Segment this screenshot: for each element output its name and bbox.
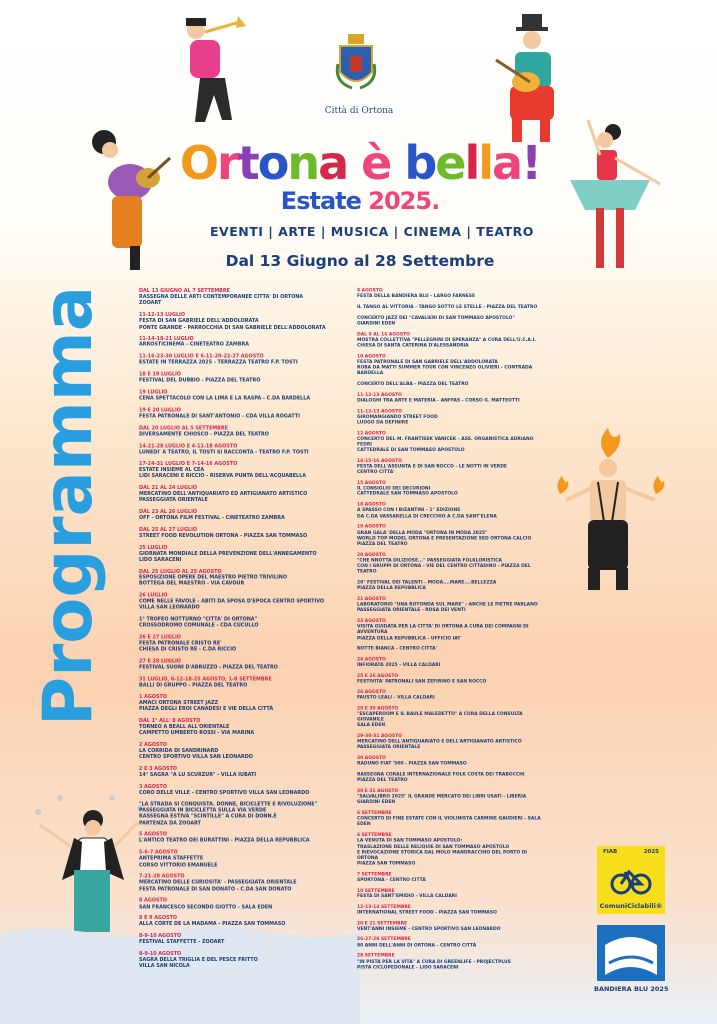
title-letter: è	[361, 136, 391, 190]
event-date: DAL 9 AL 16 AGOSTO	[357, 331, 410, 337]
event-description: IL CONSIGLIO DEI DECURIONI CATTEDRALE SAN TOMMASO APOSTOLO	[357, 485, 458, 498]
programme-event	[139, 407, 348, 419]
event-date: 19 LUGLIO	[139, 389, 168, 396]
event-date: 30 E 31 AGOSTO	[357, 788, 399, 794]
programme-event	[357, 772, 549, 783]
subtitle-year: 2025.	[368, 187, 440, 215]
event-description: LA VENUTA DI SAN TOMMASO APOSTOLO: TRASLAZIONE DELLE RELIQUIE DI SAN TOMMASO APOSTOLO E RIEVOCAZIONE STORICA DAL MOLO MANDRACCHIO DEL PORTO DI ORTONA PIAZZA SAN TOMMASO	[357, 838, 528, 867]
event-description: STREET FOOD REVOLUTION ORTONA - PIAZZA SAN TOMMASO	[139, 532, 308, 539]
event-description: OFF - ORTONA FILM FESTIVAL - CINETEATRO ZAMBRA	[139, 514, 285, 521]
bandiera-blu-logo	[597, 925, 665, 981]
fiab-year: 2025	[643, 849, 659, 855]
event-description: COME NELLE FAVOLE - ABITI DA SPOSA D'EPOCA CENTRO SPORTIVO VILLA SAN LEONARDO	[139, 598, 325, 611]
event-date: 11-16-23-30 LUGLIO E 6-11-20-22-27 AGOSTO	[139, 353, 264, 360]
event-description: SAGRA DELLA TRIGLIA E DEL PESCE FRITTO VILLA SAN NICOLA	[139, 957, 258, 970]
event-description: "ESCAPEROOM E IL BAULE MALEDETTO" A CURA DELLA CONSULTA GIOVANILE SALA EDEN	[357, 711, 523, 729]
title-letter: o	[257, 136, 288, 190]
programme-event	[357, 288, 549, 299]
event-description: ESPOSIZIONE OPERE DEL MAESTRO PIETRO TRIVILINO BOTTEGA DEL MAESTRO - VIA CAVOUR	[139, 574, 287, 587]
title-letter	[347, 138, 361, 188]
bandiera-blu-name: BANDIERA BLU 2025	[594, 985, 669, 993]
title-letter: b	[404, 136, 436, 190]
event-description: 1° TROFEO NOTTURNO "CITTA' DI ORTONA" CROSSODROMO COMUNALE - CDA CUCULLO	[139, 616, 259, 629]
flag-icon	[597, 925, 665, 981]
event-date: DAL 25 AL 27 LUGLIO	[139, 526, 198, 533]
event-date: 25 E 26 AGOSTO	[357, 672, 399, 679]
event-date: 8-9-10 AGOSTO	[139, 951, 182, 958]
event-date: 15 AGOSTO	[357, 480, 386, 486]
event-description: VISITA GUIDATA PER LA CITTA' DI ORTONA A CURA DEI COMPAGNI DI AVVENTURA PIAZZA DELLA REPUBBLICA - UFFICIO IAT	[357, 623, 529, 641]
event-date: 26-27-28 SETTEMBRE	[357, 937, 411, 943]
programme-event	[139, 425, 348, 437]
event-date: 18 AGOSTO	[357, 502, 386, 508]
event-date: 6 SETTEMBRE	[357, 832, 392, 838]
programme-event	[139, 874, 348, 893]
event-date: 23 AGOSTO	[357, 618, 386, 624]
programma-vertical-label	[29, 278, 108, 728]
event-description: "LA STRADA SI CONQUISTA. DONNE, BICICLETTE E RIVOLUZIONE" PASSEGGIATA IN BICICLETTA SULLA VIA VERDE RASSEGNA ESTIVA "SCINTILLE" A CURA DI DONN.È PARTENZA DA ZOOART	[139, 801, 318, 827]
city-name: Città di Ortona	[324, 106, 394, 116]
programme-event	[357, 502, 549, 519]
event-date: 28 SETTEMBRE	[357, 953, 395, 959]
programme-event	[357, 733, 549, 750]
title-letter: r	[217, 136, 238, 190]
event-date: 8-9-10 AGOSTO	[139, 933, 182, 940]
programme-event	[357, 580, 549, 591]
event-date: 17-24-31 LUGLIO E 7-14-16 AGOSTO	[139, 460, 238, 467]
event-description: CONCERTO DELL'ALBA - PIAZZA DEL TEATRO	[357, 381, 469, 387]
event-date: 1 AGOSTO	[139, 693, 167, 700]
programme-event	[139, 898, 348, 910]
programme-event	[357, 810, 549, 827]
juggler-illustration	[35, 795, 143, 932]
programme-event	[357, 430, 549, 453]
event-date: 21 AGOSTO	[357, 596, 386, 602]
event-description: AMACI ORTONA STREET JAZZ PIAZZA DEGLI EROI CANADESI E VIE DELLA CITTÀ	[139, 700, 274, 713]
event-description: LUNEDI' A TEATRO, IL TOSTI SI RACCONTA - TEATRO F.P. TOSTI	[139, 449, 309, 456]
event-description: CONCERTO DEL M. FRANTISEK VANICEK - ASS. ORGANISTICA ADRIANO FEDRI CATTEDRALE DI SAN TOMMASO APOSTOLO	[357, 436, 534, 453]
title-letter: e	[435, 136, 465, 190]
programme-event	[139, 312, 348, 331]
programme-event	[357, 921, 549, 932]
event-description: LABORATORIO "UNA ROTONDA SUL MARE" : ANCHE LE PIETRE PARLANO PASSEGGIATA ORIENTALE - ROSA DEI VENTI	[357, 601, 538, 613]
programme-event	[357, 381, 549, 387]
event-date: 11-14-18-21 LUGLIO	[139, 336, 194, 342]
event-description: 14° SAGRA "A LU SCURZUR" - VILLA IUBATI	[139, 772, 257, 779]
programme-event	[357, 304, 549, 310]
subtitle-prefix: Estate	[280, 187, 361, 215]
event-date: 25 LUGLIO	[139, 544, 168, 551]
event-description: IL TANGO AL VITTORIA - TANGO SOTTO LE STELLE - PIAZZA DEL TEATRO	[357, 304, 538, 310]
event-date: DAL 21 AL 24 LUGLIO	[139, 484, 198, 491]
programme-event	[357, 646, 549, 652]
programme-event	[139, 288, 348, 307]
event-description: TORNEO A BEALL ALL'ORIENTALE CAMPETTO UMBERTO ROSSI - VIA MARINA	[139, 724, 255, 737]
programme-event	[357, 354, 549, 377]
programme-event	[139, 461, 348, 480]
event-date: 5 AGOSTO	[139, 831, 167, 838]
event-date: DAL 23 AL 26 LUGLIO	[139, 508, 198, 515]
event-date: 3 AGOSTO	[139, 783, 167, 790]
programme-event	[139, 443, 348, 455]
programme-event	[139, 850, 348, 869]
programme-event	[139, 634, 348, 653]
programme-event	[139, 389, 348, 401]
programme-event	[357, 480, 549, 497]
event-description: INTERNATIONAL STREET FOOD - PIAZZA SAN TOMMASO	[357, 909, 497, 916]
event-date: 26 AGOSTO	[357, 689, 386, 695]
programme-event	[139, 676, 348, 688]
event-description: ESTATE IN TERRAZZA 2025 - TERRAZZA TEATRO F.P. TOSTI	[139, 360, 298, 366]
event-description: DIVERSAMENTE CHIOSCO - PIAZZA DEL TEATRO	[139, 431, 269, 438]
event-date: 26 E 27 LUGLIO	[139, 634, 181, 641]
event-date: 11-12-13 LUGLIO	[139, 312, 186, 318]
programme-event	[357, 832, 549, 866]
event-description: MOSTRA COLLETTIVA "PELLEGRINI DI SPERANZA" A CURA DELL'U.C.A.I. CHIESA DI SANTA CATERINA D'ALESSANDRIA	[357, 337, 536, 349]
event-date: 19 AGOSTO	[357, 524, 386, 530]
event-date: 11-12-13 AGOSTO	[357, 408, 402, 414]
event-description: FESTA DI SANT'EMIDIO - VILLA CALDARI	[357, 893, 457, 900]
event-description: CORO DELLE VILLE - CENTRO SPORTIVO VILLA SAN LEONARDO	[139, 789, 310, 796]
event-description: FESTA DELLA BANDIERA BLU - LARGO FARNESE	[357, 293, 476, 300]
event-description: VENT'ANNI INSIEME - CENTRO SPORTIVO SAN LEONARDO	[357, 926, 501, 932]
event-date: 20 AGOSTO	[357, 552, 386, 558]
event-description: GRAN GALA' DELLA MODA "ORTONA IN MODA 2025" WORLD TOP MODEL ORTONA E PRESENTAZIONE SSD ORTONA CALCIO PIAZZA DEL TEATRO	[357, 529, 532, 547]
fiab-name: ComuniCiclabili®	[599, 902, 663, 910]
event-description: ESTATE INSIEME AL CEA LIDI SARACENI E RICCIO - RISERVA PUNTA DELL'ACQUABELLA	[139, 466, 307, 480]
programme-event	[357, 673, 549, 684]
event-description: FESTIVITA' PATRONALI SAN ZEFIRINO E SAN ROCCO	[357, 678, 487, 685]
event-date: 8 AGOSTO	[139, 897, 167, 904]
guitarist-illustration	[496, 14, 554, 142]
event-date: 26 LUGLIO	[139, 592, 168, 599]
programme-event	[357, 458, 549, 475]
dancer-illustration	[570, 120, 660, 268]
event-description: FESTA PATRONALE DI SAN GABRIELE DELL'ADDOLORATA ROBA DA MATTI SUMMER TOUR CON VINCENZO OLIVIERI - CONTRADA BARDELLA	[357, 359, 533, 377]
ukulele-player-illustration	[92, 130, 170, 270]
programme-event	[139, 372, 348, 384]
event-date: 2 E 3 AGOSTO	[139, 765, 178, 772]
event-date: 29 E 30 AGOSTO	[357, 705, 399, 712]
event-description: CENA SPETTACOLO CON LA LIMA E LA RASPA - C.DA BARDELLA	[139, 395, 311, 402]
event-description: 20° FESTIVAL DEI TALENTI - MODA....MARE....BELLEZZA PIAZZA DELLA REPUBBLICA	[357, 579, 497, 591]
event-date: 8 E 9 AGOSTO	[139, 915, 178, 922]
title-letter: l	[464, 136, 479, 190]
event-description: FESTIVAL DEL DUBBIO - PIAZZA DEL TEATRO	[139, 377, 261, 384]
programme-event	[139, 933, 348, 945]
event-date: DAL 1° ALL' 8 AGOSTO	[139, 717, 201, 724]
event-date: 18 E 19 LUGLIO	[139, 371, 181, 378]
event-date: 14-15-16 AGOSTO	[357, 458, 402, 464]
fire-breather-illustration	[557, 428, 664, 590]
programme-event	[139, 915, 348, 927]
event-date: 7 SETTEMBRE	[357, 871, 392, 877]
programme-event	[357, 953, 549, 970]
programme-event	[357, 756, 549, 767]
programme-event	[139, 592, 348, 611]
event-description: RADUNO FIAT '500 - PIAZZA SAN TOMMASO	[357, 761, 467, 767]
event-date: 9 AGOSTO	[357, 288, 383, 294]
event-date: 20 E 21 SETTEMBRE	[357, 920, 408, 927]
svg-text:Programma: Programma	[29, 280, 108, 726]
programme-event	[139, 832, 348, 844]
programme-event	[139, 784, 348, 796]
event-date: 7-21-28 AGOSTO	[139, 873, 185, 880]
event-description: ANTEPRIMA STAFFETTE CORSO VITTORIO EMANUELE	[139, 855, 218, 868]
programme-event	[139, 718, 348, 737]
programme-event	[357, 871, 549, 882]
event-categories: EVENTI | ARTE | MUSICA | CINEMA | TEATRO	[210, 224, 534, 239]
title-letter: O	[179, 136, 218, 190]
programme-event	[357, 552, 549, 575]
programme-event	[357, 596, 549, 613]
programme-event	[357, 331, 549, 348]
programme-event	[357, 888, 549, 899]
programme-event	[139, 802, 348, 827]
programme-event	[139, 951, 348, 970]
programme-event	[357, 618, 549, 641]
event-description: MERCATINO DELL'ANTIQUARIATO ED ARTIGIANATO ARTISTICO PASSEGGIATA ORIENTALE	[139, 490, 308, 504]
programme-column-right	[357, 288, 549, 975]
programme-event	[357, 524, 549, 547]
programme-event	[357, 392, 549, 403]
title-letter: n	[287, 136, 319, 190]
event-description: GIROMANGIANDO STREET FOOD LUOGO DA DEFINIRE	[357, 414, 438, 426]
event-date: DAL 20 LUGLIO AL 5 SETTEMBRE	[139, 425, 228, 432]
event-description: "CHE NNOTTA DILIZIOSE..." PASSEGGIATA FOLKLORISTICA CON I GRUPPI DI ORTONA - VIE DEL CENTRO CITTADINO - PIAZZA DEL TEATRO	[357, 557, 531, 575]
programme-event	[357, 706, 549, 729]
event-date: 30 AGOSTO	[357, 755, 386, 762]
poster-title	[160, 138, 560, 188]
event-description: "IN PISTA PER LA VITA" A CURA DI GREENLIFE - PROJECTPLUS PISTA CICLOPEDONALE - LIDO SARACENI	[357, 959, 511, 971]
event-description: SPORTONA - CENTRO CITTÀ	[357, 877, 426, 883]
event-description: FESTA DELL'ASSUNTA E DI SAN ROCCO - LE NOTTI IN VERDE CENTRO CITTA'	[357, 463, 507, 475]
title-letter: !	[521, 136, 541, 190]
programme-event	[357, 937, 549, 948]
programme-event	[357, 315, 549, 326]
event-date: 29-30-31 AGOSTO	[357, 733, 402, 739]
programme-event	[139, 568, 348, 587]
programme-event	[139, 616, 348, 628]
programme-event	[139, 527, 348, 539]
programme-event	[357, 904, 549, 915]
programme-event	[139, 509, 348, 521]
event-description: FAUSTO LEALI - VILLA CALDARI	[357, 695, 435, 701]
poster-subtitle	[270, 188, 450, 214]
event-description: INFIORATA 2025 - VILLA CALDARI	[357, 662, 441, 668]
event-description: GIORNATA MONDIALE DELLA PREVENZIONE DELL'ANNEGAMENTO LIDO SARACENI	[139, 550, 317, 563]
programme-event	[139, 485, 348, 504]
programme-event	[139, 544, 348, 563]
event-description: MERCATINO DELLE CURIOSITA' - PASSEGGIATA ORIENTALE FESTA PATRONALE DI SAN DONATO - C.DA SAN DONATO	[139, 879, 297, 892]
programme-column-left	[139, 288, 348, 975]
event-description: FESTIVAL SUONI D'ABRUZZO - PIAZZA DEL TEATRO	[139, 664, 278, 671]
event-description: FESTIVAL STAFFETTE - ZOOART	[139, 939, 225, 946]
event-date: DAL 25 LUGLIO AL 25 AGOSTO	[139, 568, 222, 575]
programme-event	[357, 657, 549, 668]
title-letter: a	[318, 136, 348, 190]
event-date: 19 E 20 LUGLIO	[139, 407, 181, 414]
event-description: RASSEGNA DELLE ARTI CONTEMPORANEE CITTA' DI ORTONA ZOOART	[139, 294, 304, 307]
event-date: 11-12-13 AGOSTO	[357, 391, 402, 398]
event-date: 10 SETTEMBRE	[357, 887, 395, 894]
event-description: CONCERTO DI FINE ESTATE CON IL VIOLINISTA CARMINE GAUDIERI - SALA EDEN	[357, 816, 541, 828]
trumpet-player-illustration	[186, 16, 246, 122]
event-description: NOTTE BIANCA - CENTRO CITTA'	[357, 645, 437, 652]
event-date: 6 SETTEMBRE	[357, 810, 392, 816]
event-description: RASSEGNA CORALE INTERNAZIONALE FOLK COSTA DEI TRABOCCHI PIAZZA DEL TEATRO	[357, 771, 525, 784]
event-dates: Dal 13 Giugno al 28 Settembre	[225, 252, 495, 270]
programme-event	[139, 694, 348, 713]
event-date: 12 AGOSTO	[357, 430, 386, 436]
event-description: MERCATINO DELL'ANTIQUARIATO E DELL'ARTIGIANATO ARTISTICO PASSEGGIATA ORIENTALE	[357, 739, 522, 751]
programme-event	[357, 689, 549, 700]
event-description: CONCERTO JAZZ DEI "CAVALIERI DI SAN TOMMASO APOSTOLO" GIARDINI EDEN	[357, 315, 515, 327]
programme-event	[139, 658, 348, 670]
programme-event	[357, 408, 549, 425]
title-letter: l	[478, 136, 493, 190]
event-date: 27 E 28 LUGLIO	[139, 658, 181, 665]
event-date: 10 AGOSTO	[357, 353, 386, 360]
event-date: 14-21-28 LUGLIO E 4-11-18 AGOSTO	[139, 442, 238, 449]
title-letter: a	[492, 136, 522, 190]
event-description: 90 ANNI DELL'ANNI DI ORTONA - CENTRO CITTÀ	[357, 942, 477, 949]
event-date: 31 LUGLIO, 6-12-18-25 AGOSTO, 1-8 SETTEMBRE	[139, 676, 272, 683]
event-description: LA CORRIDA DI SANDRINARD CENTRO SPORTIVO VILLA SAN LEONARDO	[139, 748, 253, 761]
event-date: 24 AGOSTO	[357, 656, 386, 663]
event-description: BALLI DI GRUPPO - PIAZZA DEL TEATRO	[139, 682, 248, 689]
programme-event	[139, 742, 348, 761]
event-description: L'ANTICO TEATRO DEI BURATTINI - PIAZZA DELLA REPUBBLICA	[139, 838, 310, 844]
event-description: "SALVALIBRO 2025" IL GRANDE MERCATO DEI LIBRI USATI - LIBERIA GIARDINI EDEN	[357, 793, 527, 806]
title-letter	[390, 138, 404, 188]
programme-event	[139, 336, 348, 348]
event-description: SAN FRANCESCO SECONDO GIOTTO - SALA EDEN	[139, 903, 273, 910]
programme-event	[139, 354, 348, 366]
event-description: FESTA DI SAN GABRIELE DELL'ADDOLORATA PONTE GRANDE - PARROCCHIA DI SAN GABRIELE DELL'ADDOLORATA	[139, 318, 326, 331]
event-description: ARROSTICINEMA - CINETEATRO ZAMBRA	[139, 342, 249, 349]
event-date: 5-6-7 AGOSTO	[139, 849, 178, 856]
programme-event	[357, 788, 549, 805]
event-date: 12-13-14 SETTEMBRE	[357, 904, 411, 910]
event-description: ALLA CORTE DE LA MADAMA - PIAZZA SAN TOMMASO	[139, 921, 286, 928]
ortona-crest-icon	[336, 34, 376, 92]
event-description: FESTA PATRONALE CRISTO RE' CHIESA DI CRISTO RE - C.DA RICCIO	[139, 640, 237, 653]
event-date: DAL 13 GIUGNO AL 7 SETTEMBRE	[139, 288, 230, 294]
programme-event	[139, 766, 348, 778]
event-description: A SPASSO CON I BIZANTINI - 1° EDIZIONE DA C.DA VASSARELLA DI CRECCHIO A C.DA SANT'ELENA	[357, 507, 497, 520]
event-date: 2 AGOSTO	[139, 741, 167, 748]
fiab-label: FIAB	[603, 849, 618, 855]
title-letter: t	[237, 136, 258, 190]
event-description: FESTA PATRONALE DI SANT'ANTONIO - CDA VILLA ROGATTI	[139, 413, 300, 420]
event-description: DIALOGHI TRA ARTE E MATERIA - ANFFAS - CORSO G. MATTEOTTI	[357, 397, 520, 404]
